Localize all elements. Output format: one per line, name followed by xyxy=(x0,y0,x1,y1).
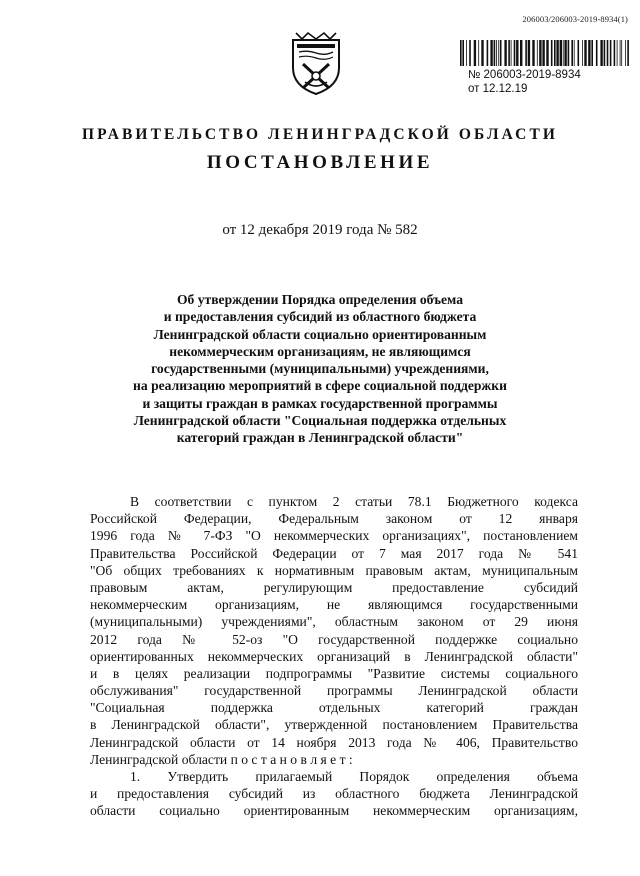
body-line: в Ленинградской области", утвержденной постановлением Правительства xyxy=(90,717,578,733)
body-line: обслуживания" государственной программы Ленинградской области xyxy=(90,683,578,699)
barcode-bar xyxy=(490,40,492,66)
barcode-bar xyxy=(571,40,573,66)
barcode-bar xyxy=(487,40,489,66)
barcode-bar xyxy=(474,40,476,66)
body-line: "Социальная поддержка отдельных категорий граждан xyxy=(90,700,578,716)
body-line: Ленинградской области от 14 ноября 2013 года № 406, Правительство xyxy=(90,734,578,750)
barcode-bar xyxy=(542,40,544,66)
barcode-bar xyxy=(539,40,541,66)
barcode-bar xyxy=(481,40,483,66)
body-line: (муниципальными) учреждениями", областным законом от 29 июня xyxy=(90,614,578,630)
body-line: "Об общих требованиях к нормативным правовым актам, муниципальным xyxy=(90,562,578,578)
body-line: и в целях реализации подпрограммы "Развитие системы социального xyxy=(90,665,578,681)
document-type-title: ПОСТАНОВЛЕНИЕ xyxy=(206,152,434,173)
body-line: некоммерческим организациям, не являющимся государственными xyxy=(90,597,578,613)
barcode-bar xyxy=(621,40,622,66)
barcode-bar xyxy=(478,40,479,66)
barcode-bar xyxy=(582,40,583,66)
barcode-bar xyxy=(460,40,462,66)
barcode-bar xyxy=(532,40,534,66)
barcode-bar xyxy=(607,40,609,66)
subject-line: некоммерческим организациям, не являющимся xyxy=(169,343,471,359)
barcode-bar xyxy=(462,40,464,66)
barcode-bar xyxy=(504,40,506,66)
barcode-bar xyxy=(574,40,575,66)
body-line: 2012 года № 52-оз "О государственной поддержке социально xyxy=(90,631,578,647)
subject-line: Ленинградской области "Социальная поддержка отдельных xyxy=(133,413,507,429)
subject-line: и предоставления субсидий из областного бюджета xyxy=(163,309,477,325)
barcode-bar xyxy=(498,40,499,66)
barcode-bar xyxy=(466,40,467,66)
registration-date: от 12.12.19 xyxy=(468,83,528,95)
barcode-bar xyxy=(591,40,593,66)
body-line: В соответствии с пунктом 2 статьи 78.1 Бюджетного кодекса xyxy=(130,494,578,509)
barcode-bar xyxy=(546,40,548,66)
document-body xyxy=(90,493,578,820)
body-line: 1. Утвердить прилагаемый Порядок определения объема xyxy=(130,769,578,784)
barcode-bar xyxy=(617,40,618,66)
barcode-bar xyxy=(537,40,538,66)
barcode-bar xyxy=(604,40,606,66)
subject-line: Ленинградской области социально ориентированным xyxy=(153,326,487,342)
barcode-bar xyxy=(625,40,626,66)
barcode-bar xyxy=(551,40,553,66)
barcode-bar xyxy=(556,40,558,66)
body-line: Российской Федерации, Федеральным законом от 12 января xyxy=(90,511,578,527)
registration-stamp xyxy=(468,68,581,96)
barcode-bar xyxy=(516,40,518,66)
body-line: ориентированных некоммерческих организаций в Ленинградской области" xyxy=(90,648,578,664)
barcode-bar xyxy=(564,40,566,66)
barcode-bar xyxy=(511,40,512,66)
document-subject xyxy=(90,291,550,447)
barcode-image xyxy=(458,40,630,68)
barcode-bar xyxy=(563,40,564,66)
subject-line: государственными (муниципальными) учреждениями, xyxy=(151,361,489,377)
subject-line: и защиты граждан в рамках государственной программы xyxy=(142,395,498,411)
body-line: правовым актам, регулирующим предоставление субсидий xyxy=(90,579,578,595)
barcode-bar xyxy=(600,40,602,66)
document-registry-id: 206003/206003-2019-8934(1) xyxy=(522,14,628,24)
subject-line: категорий граждан в Ленинградской области" xyxy=(176,430,464,446)
government-title: ПРАВИТЕЛЬСТВО ЛЕНИНГРАДСКОЙ ОБЛАСТИ xyxy=(81,126,559,143)
barcode-bar xyxy=(610,40,612,66)
barcode-bar xyxy=(554,40,556,66)
subject-line: Об утверждении Порядка определения объема xyxy=(176,292,464,307)
barcode-bar xyxy=(520,40,522,66)
barcode-bar xyxy=(528,40,530,66)
barcode-bar xyxy=(508,40,510,66)
body-line: Ленинградской области п о с т а н о в л я е т : xyxy=(90,751,353,767)
body-line: Правительства Российской Федерации от 7 мая 2017 года № 541 xyxy=(90,545,578,561)
barcode-bar xyxy=(596,40,598,66)
barcode-bar xyxy=(620,40,621,66)
body-line: 1996 года № 7-ФЗ "О некоммерческих организациях", постановлением xyxy=(90,528,578,544)
barcode-bar xyxy=(588,40,590,66)
subject-line: на реализацию мероприятий в сфере социальной поддержки xyxy=(133,378,507,394)
barcode-bar xyxy=(494,40,496,66)
barcode-bar xyxy=(469,40,471,66)
coat-of-arms-emblem xyxy=(289,30,343,96)
document-date-number: от 12 декабря 2019 года № 582 xyxy=(222,222,418,238)
barcode-bar xyxy=(496,40,497,66)
barcode-bar xyxy=(584,40,586,66)
barcode-bar xyxy=(627,40,629,66)
body-line: и предоставления субсидий из областного бюджета Ленинградской xyxy=(90,786,578,802)
barcode-bar xyxy=(500,40,502,66)
barcode-bar xyxy=(614,40,616,66)
barcode-bar xyxy=(578,40,580,66)
body-line: области социально ориентированным некоммерческим организациям, xyxy=(90,803,578,819)
barcode-bar xyxy=(525,40,527,66)
registration-number: № 206003-2019-8934 xyxy=(468,69,581,81)
barcode-bar xyxy=(560,40,562,66)
barcode-bar xyxy=(568,40,570,66)
barcode-bar xyxy=(514,40,516,66)
